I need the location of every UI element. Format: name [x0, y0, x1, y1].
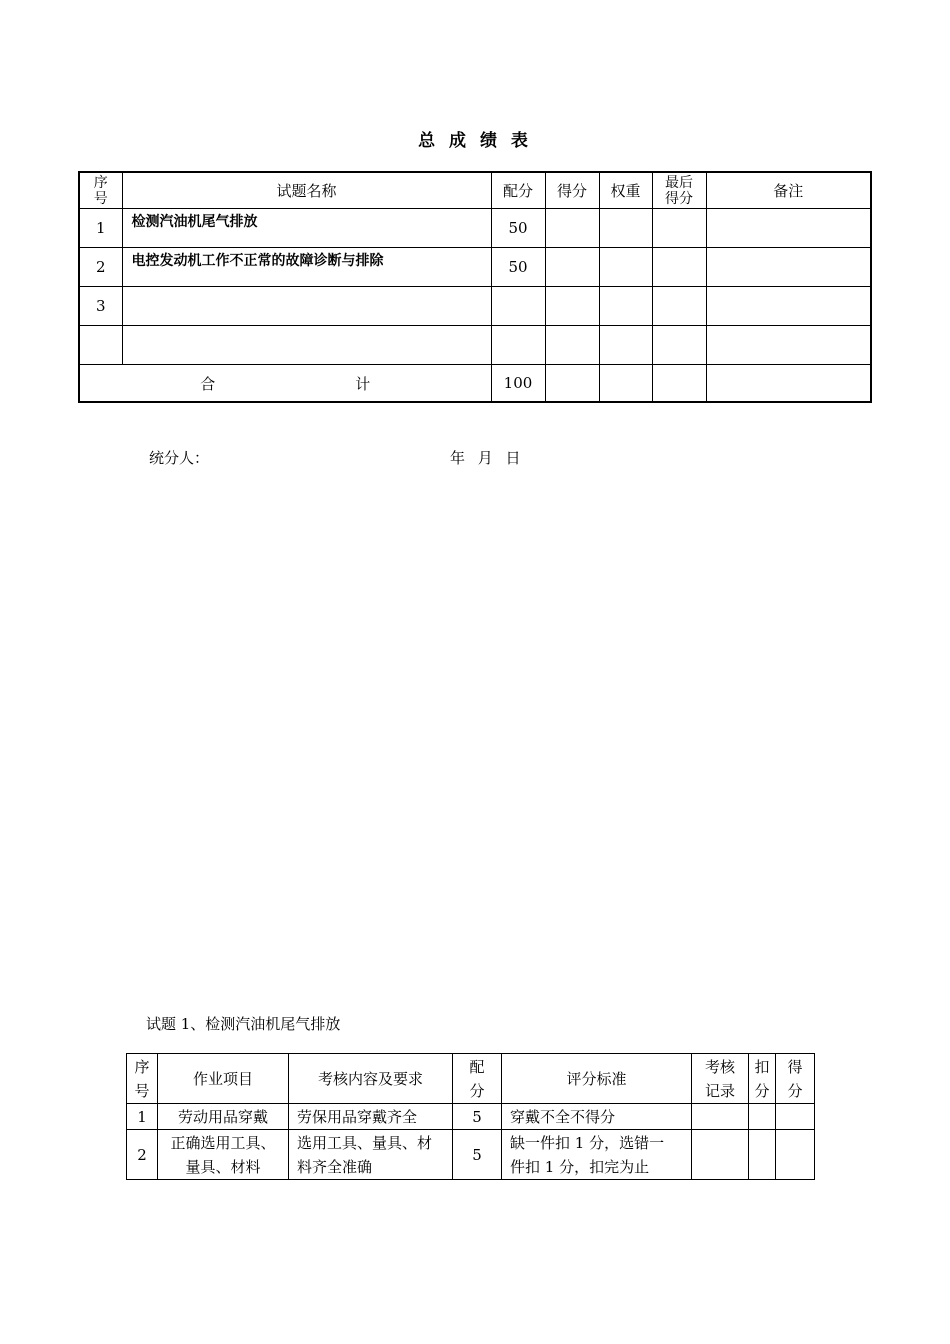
detail-header-criteria: 评分标准: [502, 1054, 692, 1104]
detail-row-task: 正确选用工具、 量具、材料: [158, 1130, 289, 1180]
total-final-score: [652, 365, 706, 403]
row-name: 检测汽油机尾气排放: [122, 209, 491, 248]
row-score: [545, 287, 599, 326]
detail-row-index: 2: [127, 1130, 158, 1180]
header-remarks: 备注: [706, 172, 871, 209]
header-score: 得分: [545, 172, 599, 209]
total-label: 合 计: [79, 365, 491, 403]
detail-header-deduct: 扣 分: [749, 1054, 776, 1104]
row-score-alloc: [491, 326, 545, 365]
total-score: [545, 365, 599, 403]
row-score: [545, 209, 599, 248]
detail-row-deduct: [749, 1104, 776, 1130]
detail-row-criteria: 缺一件扣 1 分，选错一 件扣 1 分，扣完为止: [502, 1130, 692, 1180]
detail-row-record: [692, 1130, 749, 1180]
table-row: [127, 1130, 815, 1180]
header-score-alloc: 配分: [491, 172, 545, 209]
row-remarks: [706, 326, 871, 365]
page-title: 总 成 绩 表: [418, 131, 532, 151]
detail-row-record: [692, 1104, 749, 1130]
row-final-score: [652, 209, 706, 248]
row-score-alloc: [491, 287, 545, 326]
header-weight: 权重: [599, 172, 652, 209]
row-final-score: [652, 248, 706, 287]
detail-header-row: [127, 1054, 815, 1104]
total-remarks: [706, 365, 871, 403]
row-remarks: [706, 209, 871, 248]
detail-row-content: 劳保用品穿戴齐全: [289, 1104, 453, 1130]
row-remarks: [706, 287, 871, 326]
detail-row-alloc: 5: [453, 1104, 502, 1130]
row-weight: [599, 287, 652, 326]
header-index: 序 号: [79, 172, 122, 209]
row-final-score: [652, 326, 706, 365]
header-name: 试题名称: [122, 172, 491, 209]
row-name: 电控发动机工作不正常的故障诊断与排除: [122, 248, 491, 287]
tally-label: 统分人：: [149, 449, 210, 467]
table-row: [127, 1104, 815, 1130]
table-row: [79, 326, 871, 365]
summary-table: [78, 171, 872, 403]
row-weight: [599, 326, 652, 365]
row-score: [545, 326, 599, 365]
date-label: 年 月 日: [450, 449, 521, 467]
detail-row-index: 1: [127, 1104, 158, 1130]
table-row: [79, 209, 871, 248]
row-score-alloc: 50: [491, 248, 545, 287]
detail-header-record: 考核 记录: [692, 1054, 749, 1104]
row-weight: [599, 248, 652, 287]
summary-header-row: [79, 172, 871, 209]
row-index: 1: [79, 209, 122, 248]
row-index: 3: [79, 287, 122, 326]
total-row: [79, 365, 871, 403]
detail-row-deduct: [749, 1130, 776, 1180]
row-name: [122, 326, 491, 365]
row-name: [122, 287, 491, 326]
detail-row-criteria: 穿戴不全不得分: [502, 1104, 692, 1130]
detail-header-score: 得 分: [776, 1054, 815, 1104]
row-weight: [599, 209, 652, 248]
question-title: 试题 1、检测汽油机尾气排放: [146, 1015, 341, 1033]
detail-row-alloc: 5: [453, 1130, 502, 1180]
total-value: 100: [491, 365, 545, 403]
row-index: [79, 326, 122, 365]
detail-row-score: [776, 1130, 815, 1180]
row-remarks: [706, 248, 871, 287]
header-final-score: 最后 得分: [652, 172, 706, 209]
detail-row-task: 劳动用品穿戴: [158, 1104, 289, 1130]
detail-row-content: 选用工具、量具、材 料齐全准确: [289, 1130, 453, 1180]
row-index: 2: [79, 248, 122, 287]
row-score-alloc: 50: [491, 209, 545, 248]
row-final-score: [652, 287, 706, 326]
row-score: [545, 248, 599, 287]
detail-header-task: 作业项目: [158, 1054, 289, 1104]
total-weight: [599, 365, 652, 403]
detail-row-score: [776, 1104, 815, 1130]
table-row: [79, 248, 871, 287]
question-detail-table: [126, 1053, 815, 1180]
detail-header-content: 考核内容及要求: [289, 1054, 453, 1104]
detail-header-index: 序 号: [127, 1054, 158, 1104]
table-row: [79, 287, 871, 326]
detail-header-alloc: 配 分: [453, 1054, 502, 1104]
